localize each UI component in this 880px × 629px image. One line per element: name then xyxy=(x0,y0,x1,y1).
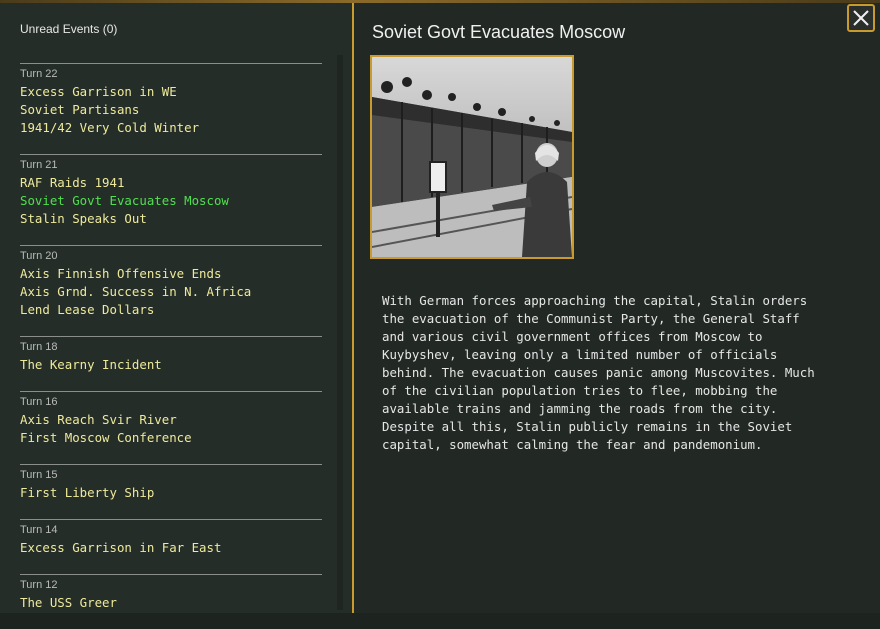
close-button[interactable] xyxy=(847,4,875,32)
event-description: With German forces approaching the capital, Stalin orders the evacuation of the Communist Party, the General Staff and various civil government offices from Moscow to Kuybyshev, leaving only a limited number of officials behind. The evacuation causes panic among Muscovites. Much of the civilian population tries to flee, mobbing the available trains and jamming the roads from the city. Despite all this, Stalin publicly remains in the Soviet capital, somewhat calming the fear and pandemonium. xyxy=(382,293,815,452)
event-list-item[interactable]: 1941/42 Very Cold Winter xyxy=(20,120,200,135)
event-list-panel xyxy=(0,3,354,613)
event-title: Soviet Govt Evacuates Moscow xyxy=(372,22,626,42)
event-list xyxy=(20,63,322,629)
turn-label: Turn 14 xyxy=(20,524,58,536)
event-list-item[interactable]: First Moscow Conference xyxy=(20,430,192,445)
event-list-item[interactable]: Stalin Speaks Out xyxy=(20,211,147,226)
event-list-item[interactable]: Lend Lease Dollars xyxy=(20,302,155,317)
event-photo xyxy=(370,55,574,259)
turn-label: Turn 12 xyxy=(20,579,58,591)
turn-group xyxy=(20,336,322,374)
event-list-scrollbar[interactable] xyxy=(337,55,343,610)
turn-group xyxy=(20,63,322,137)
turn-group xyxy=(20,574,322,612)
event-list-item[interactable]: Soviet Partisans xyxy=(20,102,140,117)
turn-group xyxy=(20,519,322,557)
turn-group xyxy=(20,464,322,502)
event-list-item[interactable]: RAF Raids 1941 xyxy=(20,175,125,190)
unread-events-label: Unread Events (0) xyxy=(20,22,118,36)
close-icon xyxy=(849,6,873,30)
event-list-item[interactable]: Axis Finnish Offensive Ends xyxy=(20,266,222,281)
event-list-item[interactable]: Excess Garrison in WE xyxy=(20,84,177,99)
event-list-item[interactable]: Soviet Govt Evacuates Moscow xyxy=(20,193,229,208)
event-detail-panel xyxy=(354,3,880,613)
event-list-item[interactable]: Axis Reach Svir River xyxy=(20,412,177,427)
turn-group xyxy=(20,154,322,228)
event-list-item[interactable]: Axis Grnd. Success in N. Africa xyxy=(20,284,252,299)
event-list-item[interactable]: The Kearny Incident xyxy=(20,357,162,372)
turn-label: Turn 21 xyxy=(20,159,58,171)
turn-label: Turn 16 xyxy=(20,396,58,408)
turn-label: Turn 20 xyxy=(20,250,58,262)
event-list-item[interactable]: Excess Garrison in Far East xyxy=(20,540,222,555)
evacuation-train-photo xyxy=(372,57,572,257)
turn-label: Turn 15 xyxy=(20,469,58,481)
turn-group xyxy=(20,245,322,319)
turn-group xyxy=(20,391,322,447)
event-list-item[interactable]: The USS Greer xyxy=(20,595,117,610)
event-list-item[interactable]: First Liberty Ship xyxy=(20,485,155,500)
turn-label: Turn 18 xyxy=(20,341,58,353)
turn-label: Turn 22 xyxy=(20,68,58,80)
